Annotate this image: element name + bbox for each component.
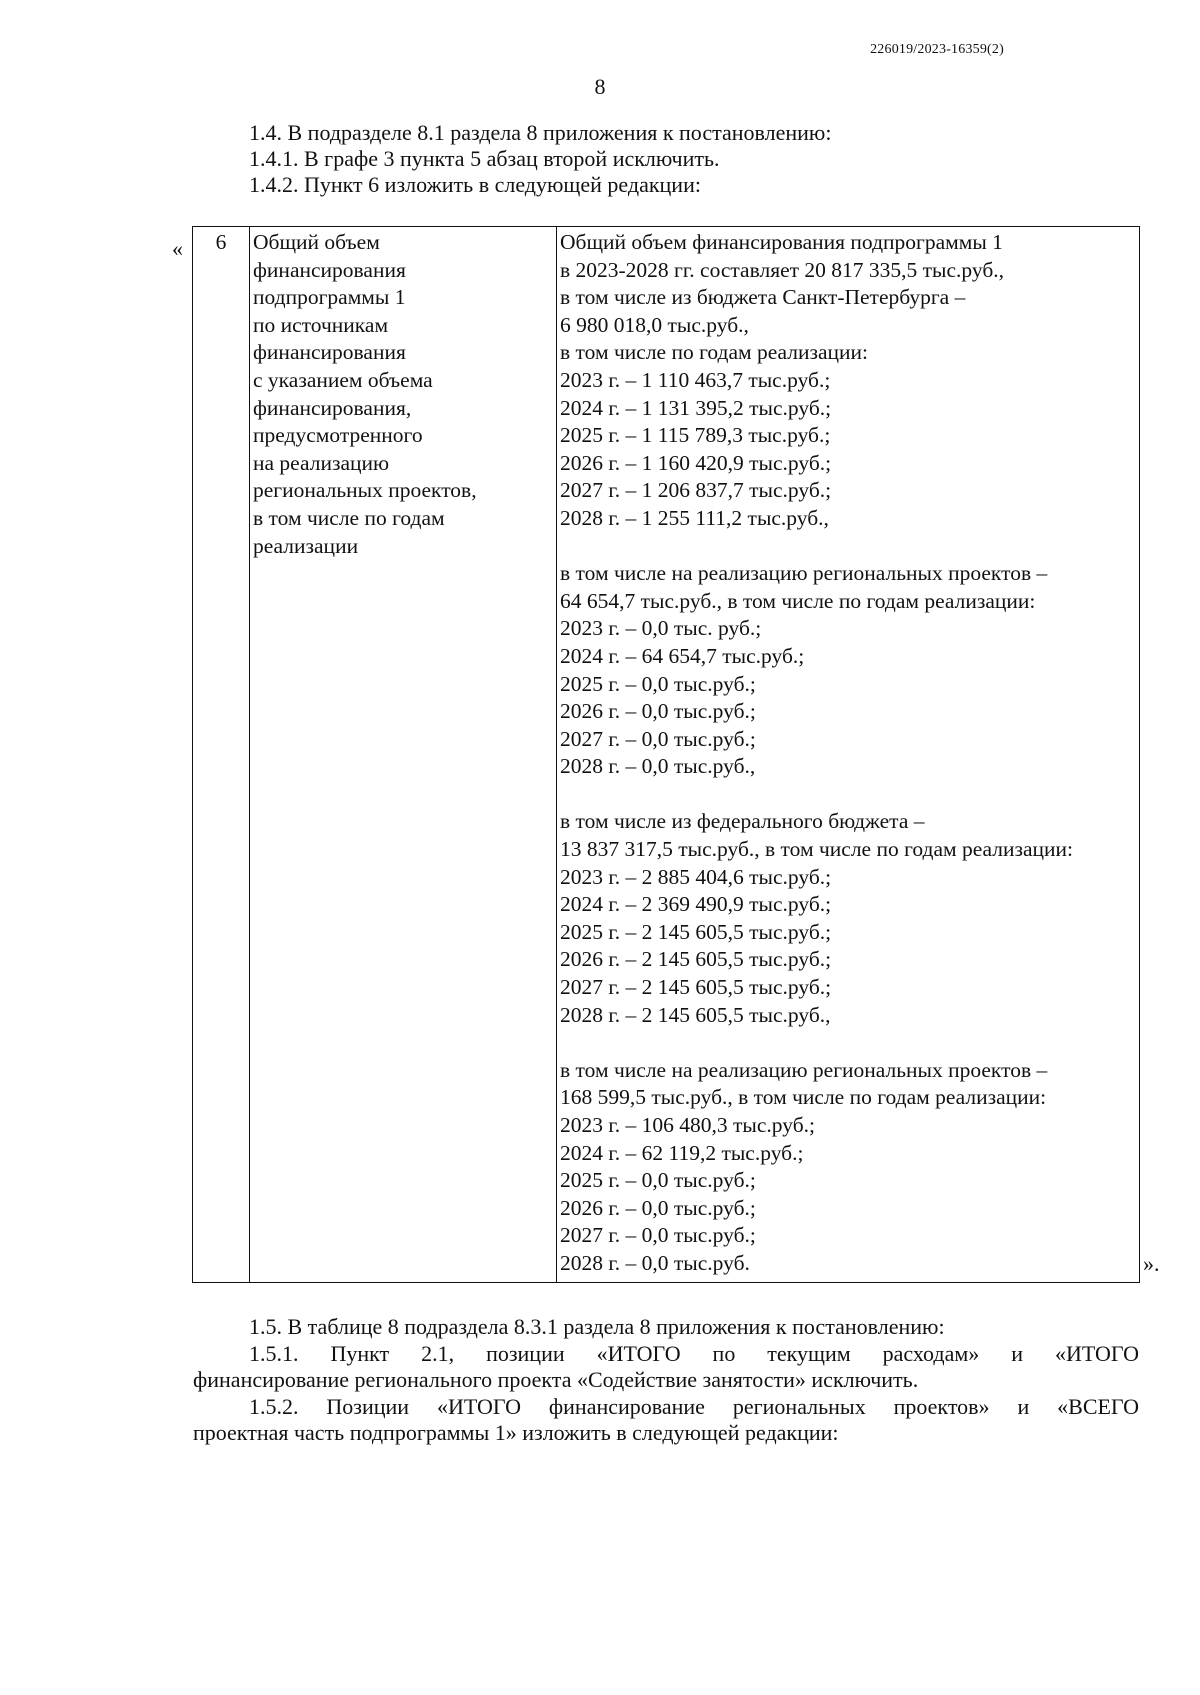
value-line: 2027 г. – 0,0 тыс.руб.; <box>560 1223 756 1248</box>
intro-paragraph: 1.4.1. В графе 3 пункта 5 абзац второй исключить. <box>249 146 720 171</box>
paragraph: 1.5. В таблице 8 подраздела 8.3.1 раздела 8 приложения к постановлению: <box>249 1314 945 1339</box>
paragraph-line: 1.5.1. Пункт 2.1, позиции «ИТОГО по текущим расходам» и «ИТОГО <box>249 1340 1139 1366</box>
name-line: Общий объем <box>253 230 380 254</box>
paragraph-line: финансирование регионального проекта «Содействие занятости» исключить. <box>193 1367 919 1392</box>
value-line: 13 837 317,5 тыс.руб., в том числе по годам реализации: <box>560 837 1074 862</box>
value-line: 2024 г. – 64 654,7 тыс.руб.; <box>560 643 805 668</box>
value-line: 6 980 018,0 тыс.руб., <box>560 312 749 337</box>
name-line: на реализацию <box>253 450 390 475</box>
name-line: региональных проектов, <box>253 478 477 503</box>
value-line: 64 654,7 тыс.руб., в том числе по годам реализации: <box>560 588 1036 613</box>
row-number-cell: 6 <box>193 227 250 1283</box>
value-line: 2026 г. – 1 160 420,9 тыс.руб.; <box>560 450 832 475</box>
value-line: в том числе на реализацию региональных проектов – <box>560 561 1048 586</box>
intro-paragraphs <box>249 120 831 198</box>
value-line: 2028 г. – 2 145 605,5 тыс.руб., <box>560 1002 831 1027</box>
value-line: в том числе на реализацию региональных проектов – <box>560 1057 1048 1082</box>
page-number: 8 <box>594 74 606 99</box>
name-line: с указанием объема <box>253 367 433 392</box>
value-line: 2023 г. – 1 110 463,7 тыс.руб.; <box>560 367 831 392</box>
intro-paragraph: 1.4. В подразделе 8.1 раздела 8 приложения к постановлению: <box>249 120 832 145</box>
value-line: 2025 г. – 1 115 789,3 тыс.руб.; <box>560 423 831 448</box>
financing-table <box>192 226 1140 1283</box>
value-line: 2023 г. – 2 885 404,6 тыс.руб.; <box>560 864 832 889</box>
block-spacer <box>560 781 1136 809</box>
value-line: в том числе из бюджета Санкт-Петербурга – <box>560 285 966 310</box>
value-line: 2028 г. – 0,0 тыс.руб., <box>560 754 756 779</box>
intro-paragraph: 1.4.2. Пункт 6 изложить в следующей редакции: <box>249 172 701 197</box>
value-line: 2028 г. – 0,0 тыс.руб. <box>560 1250 750 1275</box>
value-line: 2025 г. – 0,0 тыс.руб.; <box>560 1168 756 1193</box>
value-line: 2024 г. – 1 131 395,2 тыс.руб.; <box>560 395 832 420</box>
value-line: 2025 г. – 2 145 605,5 тыс.руб.; <box>560 919 832 944</box>
block-spacer <box>560 533 1136 561</box>
row-value-cell <box>557 227 1140 1283</box>
value-line: в 2023-2028 гг. составляет 20 817 335,5 тыс.руб., <box>560 257 1005 282</box>
value-line: 2025 г. – 0,0 тыс.руб.; <box>560 671 756 696</box>
value-line: 2027 г. – 0,0 тыс.руб.; <box>560 726 756 751</box>
value-line: 2026 г. – 0,0 тыс.руб.; <box>560 1195 756 1220</box>
name-line: реализации <box>253 533 359 558</box>
table-row <box>193 227 1140 1283</box>
document-registration-number: 226019/2023-16359(2) <box>870 42 1004 57</box>
value-line: 2028 г. – 1 255 111,2 тыс.руб., <box>560 505 829 530</box>
value-line: в том числе из федерального бюджета – <box>560 809 925 834</box>
name-line: предусмотренного <box>253 423 423 448</box>
value-line: 2023 г. – 106 480,3 тыс.руб.; <box>560 1113 815 1137</box>
closing-quote-mark: ». <box>1143 1251 1160 1276</box>
name-line: по источникам <box>253 312 389 337</box>
value-line: 2027 г. – 2 145 605,5 тыс.руб.; <box>560 975 832 1000</box>
paragraph-line: 1.5.2. Позиции «ИТОГО финансирование региональных проектов» и «ВСЕГО <box>249 1393 1139 1419</box>
value-line: 2026 г. – 2 145 605,5 тыс.руб.; <box>560 947 832 972</box>
value-line: в том числе по годам реализации: <box>560 340 869 365</box>
value-line: 2023 г. – 0,0 тыс. руб.; <box>560 616 762 641</box>
paragraph-line: проектная часть подпрограммы 1» изложить в следующей редакции: <box>193 1420 839 1445</box>
closing-paragraphs <box>193 1314 1139 1447</box>
name-line: в том числе по годам <box>253 505 445 530</box>
value-line: 2024 г. – 2 369 490,9 тыс.руб.; <box>560 892 832 917</box>
name-line: подпрограммы 1 <box>253 285 406 310</box>
value-line: Общий объем финансирования подпрограммы 1 <box>560 230 1003 254</box>
value-line: 168 599,5 тыс.руб., в том числе по годам реализации: <box>560 1085 1047 1110</box>
value-line: 2026 г. – 0,0 тыс.руб.; <box>560 699 756 724</box>
name-line: финансирования <box>253 257 406 282</box>
value-line: 2027 г. – 1 206 837,7 тыс.руб.; <box>560 478 832 503</box>
row-name-cell <box>250 227 557 1283</box>
name-line: финансирования, <box>253 395 412 420</box>
opening-quote-mark: « <box>172 236 183 261</box>
value-line: 2024 г. – 62 119,2 тыс.руб.; <box>560 1140 804 1165</box>
name-line: финансирования <box>253 340 406 365</box>
block-spacer <box>560 1029 1136 1057</box>
